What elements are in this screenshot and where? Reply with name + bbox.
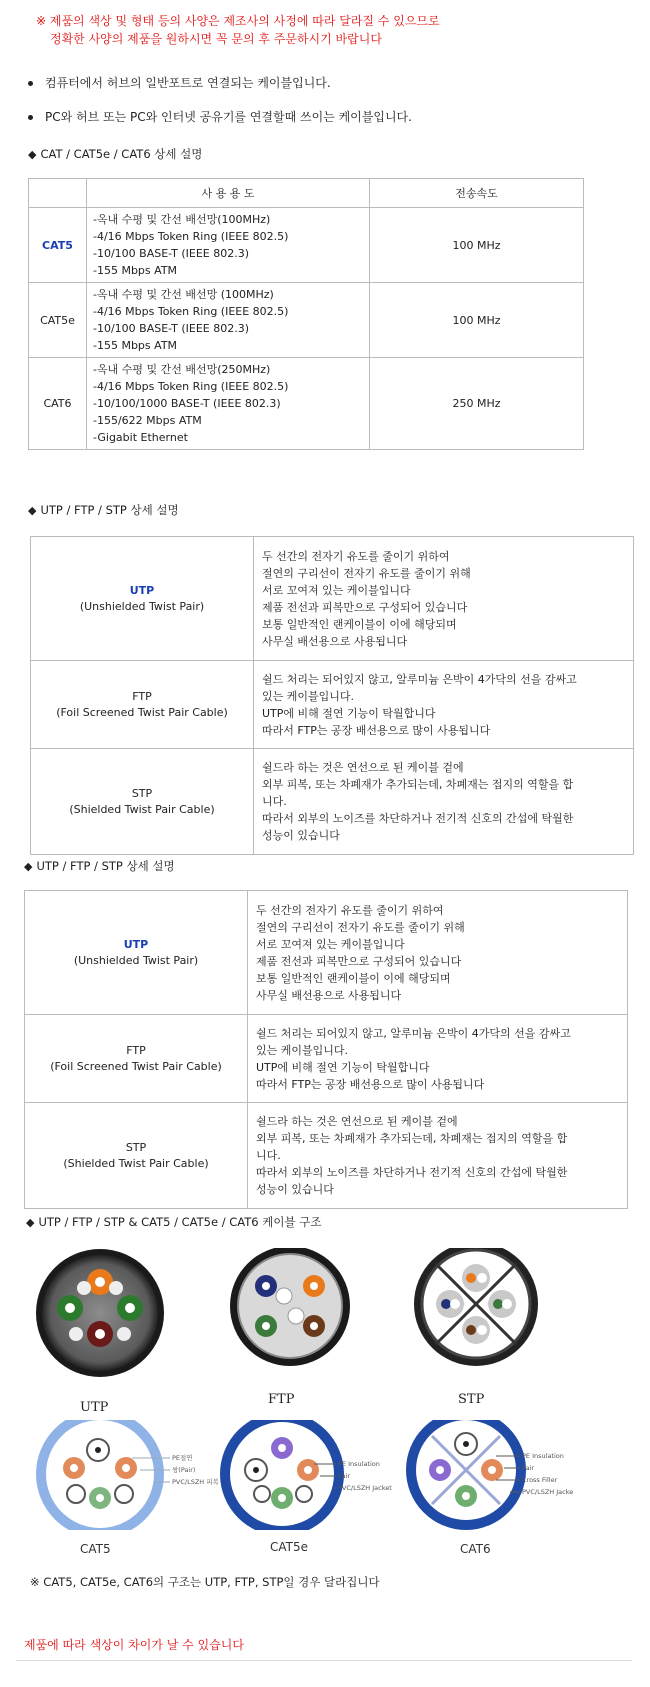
cable-type-name: FTP bbox=[126, 1043, 146, 1057]
bullet-dot-icon bbox=[28, 81, 33, 86]
usage-line: -4/16 Mbps Token Ring (IEEE 802.5) bbox=[93, 380, 289, 393]
cat6-cross-section bbox=[406, 1420, 526, 1530]
utp-section-heading bbox=[24, 858, 175, 874]
cat6-caption: CAT6 bbox=[460, 1542, 491, 1556]
cat5e-cross-section bbox=[220, 1420, 344, 1530]
table-row bbox=[25, 891, 628, 1015]
cat6-label-jacket: PVC/LSZH Jacke bbox=[522, 1488, 574, 1496]
cat-usage bbox=[87, 208, 370, 283]
usage-line: -10/100 BASE-T (IEEE 802.3) bbox=[93, 247, 250, 260]
cable-type-full: (Foil Screened Twist Pair Cable) bbox=[50, 1059, 222, 1073]
cat5e-label-jacket: PVC/LSZH Jacket bbox=[338, 1484, 392, 1492]
cat-name: CAT5 bbox=[29, 208, 87, 283]
cable-desc bbox=[254, 749, 634, 855]
table-row bbox=[25, 1103, 628, 1209]
cable-type-name: UTP bbox=[129, 583, 155, 597]
table-row bbox=[29, 283, 584, 358]
bullet-item bbox=[28, 108, 412, 125]
color-notice: 제품에 따라 색상이 차이가 날 수 있습니다 bbox=[24, 1638, 244, 1652]
desc-line: 제품 전선과 피복만으로 구성되어 있습니다 bbox=[256, 954, 462, 968]
ftp-caption: FTP bbox=[268, 1392, 295, 1407]
utp-caption: UTP bbox=[80, 1400, 109, 1415]
table-row bbox=[31, 661, 634, 749]
desc-line: 절연의 구리선이 전자기 유도를 줄이기 위해 bbox=[262, 566, 471, 580]
bullet-item bbox=[28, 74, 331, 91]
cable-type-cell bbox=[25, 1015, 248, 1103]
cable-type-full: (Unshielded Twist Pair) bbox=[79, 599, 205, 613]
usage-line: -155 Mbps ATM bbox=[93, 264, 178, 277]
cat5e-label-pair: Pair bbox=[338, 1472, 351, 1480]
desc-line: 따라서 외부의 노이즈를 차단하거나 전기적 신호의 간섭에 탁월한 bbox=[262, 812, 574, 825]
desc-line: 따라서 외부의 노이즈를 차단하거나 전기적 신호의 간섭에 탁월한 bbox=[256, 1166, 568, 1179]
desc-line: UTP에 비해 절연 기능이 탁월합니다 bbox=[256, 1060, 430, 1074]
ftp-cross-section bbox=[230, 1248, 350, 1366]
desc-line: 성능이 있습니다 bbox=[262, 829, 340, 842]
desc-line: 외부 피복, 또는 차폐재가 추가되는데, 차폐재는 접지의 역할을 합 bbox=[262, 778, 574, 791]
utp-cross-section bbox=[36, 1249, 164, 1377]
desc-line: 서로 꼬여져 있는 케이블입니다 bbox=[262, 583, 411, 597]
cable-type-name: STP bbox=[131, 786, 153, 800]
desc-line: 두 선간의 전자기 유도를 줄이기 위하여 bbox=[256, 903, 444, 917]
desc-line: 있는 케이블입니다. bbox=[256, 1043, 349, 1057]
stp-caption: STP bbox=[458, 1392, 485, 1407]
structure-section-heading bbox=[26, 1214, 321, 1230]
cable-type-name: UTP bbox=[123, 937, 149, 951]
cable-desc bbox=[248, 1103, 628, 1209]
cat5-cross-section bbox=[36, 1420, 170, 1530]
cat-name: CAT6 bbox=[29, 358, 87, 450]
cat5e-label-pe: PE Insulation bbox=[338, 1460, 380, 1468]
usage-line: -10/100/1000 BASE-T (IEEE 802.3) bbox=[93, 397, 281, 410]
cat-name: CAT5e bbox=[29, 283, 87, 358]
disclaimer-line-2: 정확한 사양의 제품을 원하시면 꼭 문의 후 주문하시기 바랍니다 bbox=[50, 32, 382, 46]
table-header-empty bbox=[29, 179, 87, 208]
desc-line: 절연의 구리선이 전자기 유도를 줄이기 위해 bbox=[256, 920, 465, 934]
usage-line: -Gigabit Ethernet bbox=[93, 431, 188, 444]
cat-section-heading bbox=[28, 146, 202, 162]
usage-line: -10/100 BASE-T (IEEE 802.3) bbox=[93, 322, 250, 335]
cable-cross-section-diagram bbox=[26, 1248, 626, 1398]
cat5-label-pair: 쌍(Pair) bbox=[172, 1466, 196, 1474]
desc-line: 보통 일반적인 랜케이블이 이에 해당되며 bbox=[262, 617, 457, 631]
desc-line: 쉴드 처리는 되어있지 않고, 알루미늄 은박이 4가닥의 선을 감싸고 bbox=[262, 672, 577, 686]
cable-desc bbox=[248, 1015, 628, 1103]
desc-line: 니다. bbox=[262, 795, 287, 808]
utp-ftp-stp-table bbox=[24, 890, 628, 1209]
utp-heading-text: UTP / FTP / STP 상세 설명 bbox=[36, 859, 175, 873]
cat5-label-jacket: PVC/LSZH 피복 bbox=[172, 1478, 219, 1486]
cat5-caption: CAT5 bbox=[80, 1542, 111, 1556]
desc-line: 보통 일반적인 랜케이블이 이에 해당되며 bbox=[256, 971, 451, 985]
cable-type-cell bbox=[25, 891, 248, 1015]
bullet-dot-icon bbox=[28, 115, 33, 120]
cable-desc bbox=[248, 891, 628, 1015]
desc-line: 성능이 있습니다 bbox=[256, 1183, 334, 1196]
usage-line: -옥내 수평 및 간선 배선망 (100MHz) bbox=[93, 288, 274, 301]
cat-speed: 100 MHz bbox=[370, 283, 584, 358]
cat-usage bbox=[87, 358, 370, 450]
cat-speed: 100 MHz bbox=[370, 208, 584, 283]
cable-type-cell bbox=[31, 661, 254, 749]
disclaimer-line-1: ※ 제품의 색상 및 형태 등의 사양은 제조사의 사정에 따라 달라질 수 있으므로 bbox=[36, 14, 440, 28]
usage-line: -4/16 Mbps Token Ring (IEEE 802.5) bbox=[93, 305, 289, 318]
divider bbox=[16, 1660, 632, 1661]
cat-heading-text: CAT / CAT5e / CAT6 상세 설명 bbox=[40, 147, 203, 161]
table-row bbox=[29, 208, 584, 283]
cable-type-name: FTP bbox=[132, 689, 152, 703]
cat6-label-pe: PE Insulation bbox=[522, 1452, 564, 1460]
cat5e-caption: CAT5e bbox=[270, 1540, 309, 1554]
utp-heading-text: UTP / FTP / STP 상세 설명 bbox=[40, 503, 179, 517]
usage-line: -옥내 수평 및 간선 배선망(100MHz) bbox=[93, 213, 271, 226]
cat6-label-filler: Cross Filler bbox=[522, 1476, 558, 1484]
cable-type-full: (Shielded Twist Pair Cable) bbox=[63, 1156, 209, 1170]
desc-line: 두 선간의 전자기 유도를 줄이기 위하여 bbox=[262, 549, 450, 563]
cable-type-name: STP bbox=[125, 1140, 147, 1154]
cable-type-cell bbox=[25, 1103, 248, 1209]
cable-desc bbox=[254, 661, 634, 749]
desc-line: 쉴드 처리는 되어있지 않고, 알루미늄 은박이 4가닥의 선을 감싸고 bbox=[256, 1026, 571, 1040]
cable-type-full: (Unshielded Twist Pair) bbox=[73, 953, 199, 967]
desc-line: 있는 케이블입니다. bbox=[262, 689, 355, 703]
cat-cable-structure-diagram bbox=[20, 1420, 630, 1530]
table-row bbox=[25, 1015, 628, 1103]
diamond-icon: ◆ bbox=[24, 860, 33, 873]
desc-line: 제품 전선과 피복만으로 구성되어 있습니다 bbox=[262, 600, 468, 614]
color-disclaimer bbox=[36, 12, 440, 48]
desc-line: 사무실 배선용으로 사용됩니다 bbox=[262, 634, 408, 648]
desc-line: 서로 꼬여져 있는 케이블입니다 bbox=[256, 937, 405, 951]
bullet-text: PC와 허브 또는 PC와 인터넷 공유기를 연결할때 쓰이는 케이블입니다. bbox=[45, 110, 412, 124]
cat-speed: 250 MHz bbox=[370, 358, 584, 450]
cat-usage bbox=[87, 283, 370, 358]
bullet-text: 컴퓨터에서 허브의 일반포트로 연결되는 케이블입니다. bbox=[45, 76, 331, 90]
usage-line: -155/622 Mbps ATM bbox=[93, 414, 202, 427]
cat6-label-pair: Pair bbox=[522, 1464, 535, 1472]
table-row bbox=[29, 358, 584, 450]
utp-section-heading bbox=[28, 502, 179, 518]
cat-spec-table bbox=[28, 178, 584, 450]
structure-heading-text: UTP / FTP / STP & CAT5 / CAT5e / CAT6 케이블 구조 bbox=[38, 1215, 322, 1229]
cable-type-full: (Shielded Twist Pair Cable) bbox=[69, 802, 215, 816]
desc-line: UTP에 비해 절연 기능이 탁월합니다 bbox=[262, 706, 436, 720]
desc-line: 따라서 FTP는 공장 배선용으로 많이 사용됩니다 bbox=[262, 723, 491, 737]
desc-line: 사무실 배선용으로 사용됩니다 bbox=[256, 988, 402, 1002]
diamond-icon: ◆ bbox=[28, 148, 37, 161]
diamond-icon: ◆ bbox=[28, 504, 37, 517]
table-row bbox=[31, 537, 634, 661]
usage-line: -옥내 수평 및 간선 배선망(250MHz) bbox=[93, 363, 271, 376]
cat5-label-pe: PE절연 bbox=[172, 1454, 193, 1462]
stp-cross-section bbox=[414, 1248, 538, 1366]
desc-line: 외부 피복, 또는 차폐재가 추가되는데, 차폐재는 접지의 역할을 합 bbox=[256, 1132, 568, 1145]
desc-line: 쉴드라 하는 것은 연선으로 된 케이블 겉에 bbox=[256, 1115, 458, 1128]
cable-type-cell bbox=[31, 749, 254, 855]
cable-type-full: (Foil Screened Twist Pair Cable) bbox=[56, 705, 228, 719]
diamond-icon: ◆ bbox=[26, 1216, 35, 1229]
desc-line: 니다. bbox=[256, 1149, 281, 1162]
structure-footnote: ※ CAT5, CAT5e, CAT6의 구조는 UTP, FTP, STP일 경우 달라집니다 bbox=[30, 1575, 380, 1589]
cable-type-cell bbox=[31, 537, 254, 661]
cable-desc bbox=[254, 537, 634, 661]
usage-line: -155 Mbps ATM bbox=[93, 339, 178, 352]
table-header-speed: 전송속도 bbox=[370, 179, 584, 208]
usage-line: -4/16 Mbps Token Ring (IEEE 802.5) bbox=[93, 230, 289, 243]
table-row bbox=[31, 749, 634, 855]
table-header-usage: 사 용 용 도 bbox=[87, 179, 370, 208]
desc-line: 쉴드라 하는 것은 연선으로 된 케이블 겉에 bbox=[262, 761, 464, 774]
utp-ftp-stp-table bbox=[30, 536, 634, 855]
desc-line: 따라서 FTP는 공장 배선용으로 많이 사용됩니다 bbox=[256, 1077, 485, 1091]
